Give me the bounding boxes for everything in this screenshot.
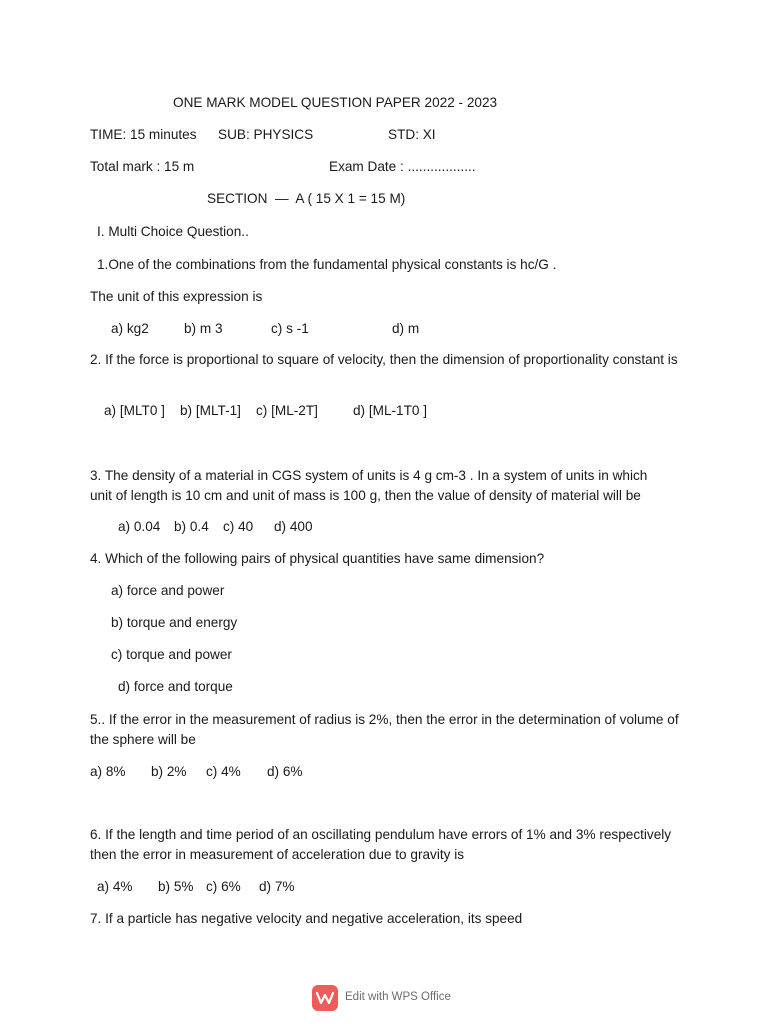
exam-subject: SUB: PHYSICS (218, 127, 314, 142)
exam-std: STD: XI (388, 127, 436, 142)
q2-option-a: a) [MLT0 ] (104, 403, 165, 418)
q6-option-a: a) 4% (97, 879, 133, 894)
q1-option-d: d) m (392, 321, 420, 336)
question-5: 5.. If the error in the measurement of radius is 2%, then the error in the determination of volume of the sphere will be (90, 712, 679, 747)
q2-option-c: c) [ML-2T] (256, 403, 318, 418)
q4-option-a: a) force and power (111, 583, 225, 598)
question-1-line-2: The unit of this expression is (90, 289, 263, 304)
q6-option-b: b) 5% (158, 879, 194, 894)
q6-option-d: d) 7% (259, 879, 295, 894)
q5-option-c: c) 4% (206, 764, 241, 779)
q3-option-a: a) 0.04 (118, 519, 161, 534)
question-6: 6. If the length and time period of an oscillating pendulum have errors of 1% and 3% respectively then the error in measurement of acceleration due to gravity is (90, 827, 672, 862)
q1-option-a: a) kg2 (111, 321, 149, 336)
q4-option-d: d) force and torque (118, 679, 233, 694)
question-4: 4. Which of the following pairs of physical quantities have same dimension? (90, 551, 545, 566)
q2-option-b: b) [MLT-1] (180, 403, 241, 418)
q5-option-b: b) 2% (151, 764, 187, 779)
part-heading: I. Multi Choice Question.. (97, 224, 249, 239)
paper-title: ONE MARK MODEL QUESTION PAPER 2022 - 2023 (173, 95, 498, 110)
q4-option-b: b) torque and energy (111, 615, 238, 630)
q1-option-c: c) s -1 (271, 321, 309, 336)
total-mark: Total mark : 15 m (90, 159, 195, 174)
wps-office-logo-icon (312, 985, 338, 1011)
section-heading: SECTION — A ( 15 X 1 = 15 M) (207, 191, 406, 206)
q5-option-d: d) 6% (267, 764, 303, 779)
wps-edit-label[interactable]: Edit with WPS Office (345, 991, 451, 1004)
question-7: 7. If a particle has negative velocity and negative acceleration, its speed (90, 911, 523, 926)
exam-time: TIME: 15 minutes (90, 127, 197, 142)
q6-option-c: c) 6% (206, 879, 241, 894)
q1-option-b: b) m 3 (184, 321, 223, 336)
question-3: 3. The density of a material in CGS system of units is 4 g cm-3 . In a system of units in which unit of length is 10 cm and unit of mass is 100 g, then the value of density of material will be (90, 468, 648, 503)
q3-option-b: b) 0.4 (174, 519, 209, 534)
question-2: 2. If the force is proportional to square of velocity, then the dimension of proportionality constant is (90, 352, 678, 367)
question-1-line-1: 1.One of the combinations from the fundamental physical constants is hc/G . (97, 257, 557, 272)
q5-option-a: a) 8% (90, 764, 126, 779)
q3-option-c: c) 40 (223, 519, 254, 534)
q2-option-d: d) [ML-1T0 ] (353, 403, 428, 418)
exam-date: Exam Date : .................. (329, 159, 476, 174)
q3-option-d: d) 400 (274, 519, 313, 534)
q4-option-c: c) torque and power (111, 647, 232, 662)
wps-edit-banner[interactable] (312, 985, 451, 1011)
